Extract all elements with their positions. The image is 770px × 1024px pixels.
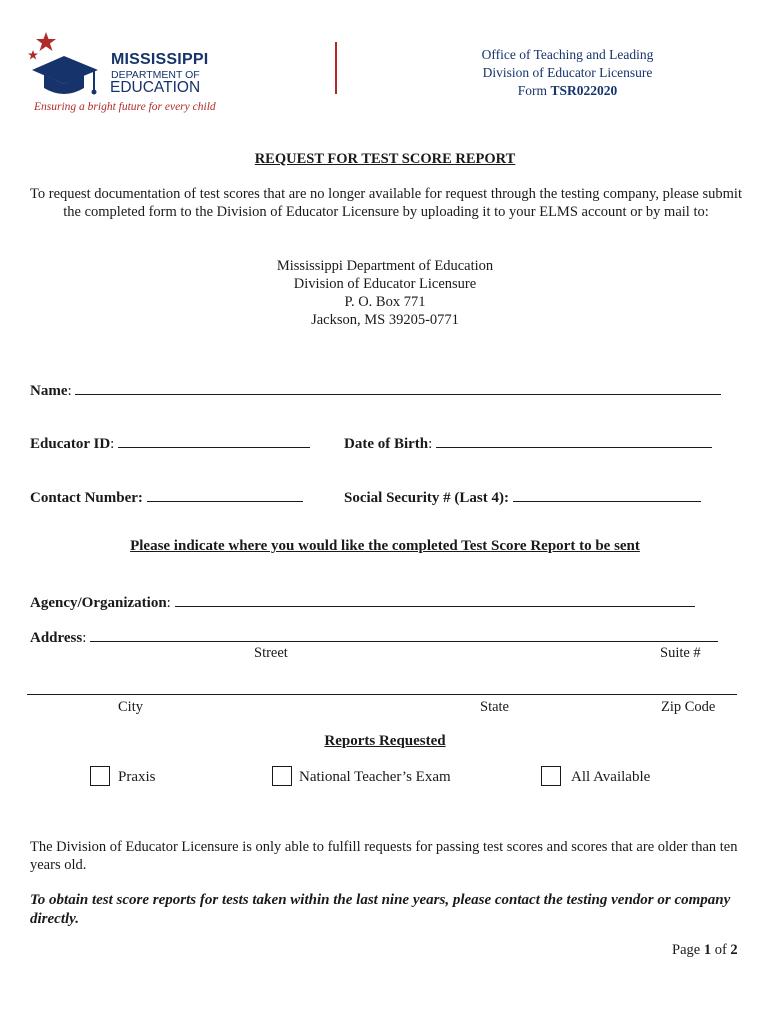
contact-field[interactable] (147, 487, 303, 502)
dob-field[interactable] (436, 433, 712, 448)
dob-label: Date of Birth (344, 436, 429, 452)
send-to-heading: Please indicate where you would like the completed Test Score Report to be sent (130, 538, 640, 554)
name-field[interactable] (75, 380, 721, 395)
small-star-icon (28, 50, 38, 60)
logo-title: MISSISSIPPI (111, 51, 209, 68)
praxis-label: Praxis (118, 769, 156, 785)
address-label: Address (30, 630, 83, 646)
office-line-1: Office of Teaching and Leading (481, 47, 654, 62)
all-available-label: All Available (571, 769, 651, 785)
vendor-contact-note: To obtain test score reports for tests taken within the last nine years, please contact the testing vendor or company directly. (30, 892, 731, 927)
mde-logo-mark (26, 30, 106, 102)
mailing-address (0, 257, 770, 329)
nte-label: National Teacher’s Exam (299, 769, 451, 785)
document-title: REQUEST FOR TEST SCORE REPORT (254, 151, 516, 167)
dob-row: Date of Birth: (344, 433, 712, 453)
form-code: TSR022020 (550, 83, 618, 98)
educator-id-label: Educator ID (30, 436, 111, 452)
form-code-line (440, 82, 695, 100)
city-state-zip-field[interactable] (27, 694, 737, 695)
praxis-checkbox[interactable] (90, 766, 110, 786)
city-caption: City (118, 699, 143, 715)
all-available-checkbox[interactable] (541, 766, 561, 786)
suite-caption: Suite # (660, 645, 701, 661)
ssn-label: Social Security # (Last 4): (344, 490, 509, 506)
zip-caption: Zip Code (661, 699, 716, 715)
form-prefix: Form (517, 83, 548, 98)
street-caption: Street (254, 645, 288, 661)
page-total: 2 (730, 942, 738, 958)
office-block (440, 46, 695, 100)
contact-label: Contact Number: (30, 490, 143, 506)
address-line: Jackson, MS 39205-0771 (311, 312, 459, 328)
ssn-field[interactable] (513, 487, 701, 502)
red-star-icon (36, 32, 56, 51)
page-of: of (714, 942, 727, 958)
ssn-row (344, 487, 701, 507)
name-label: Name (30, 383, 68, 399)
agency-row: Agency/Organization: (30, 592, 695, 612)
agency-label: Agency/Organization (30, 595, 167, 611)
nte-checkbox[interactable] (272, 766, 292, 786)
contact-row (30, 487, 303, 507)
address-line: Division of Educator Licensure (293, 276, 477, 292)
page-current: 1 (703, 942, 712, 958)
graduation-cap-icon (32, 56, 98, 84)
logo-tagline: Ensuring a bright future for every child (34, 101, 216, 113)
office-line-2: Division of Educator Licensure (482, 65, 653, 80)
intro-paragraph: To request documentation of test scores that are no longer available for request through the testing company, please submit the completed form to the Division of Educator Licensure by uploading it to your ELMS account or by mail to: (30, 186, 742, 220)
address-line: P. O. Box 771 (344, 294, 426, 310)
logo-department: DEPARTMENT OF (111, 69, 200, 81)
name-row: Name: (30, 380, 721, 400)
educator-id-row: Educator ID: (30, 433, 310, 453)
state-caption: State (480, 699, 509, 715)
educator-id-field[interactable] (118, 433, 310, 448)
logo-education: EDUCATION (110, 79, 201, 96)
agency-field[interactable] (175, 592, 695, 607)
eligibility-note: The Division of Educator Licensure is only able to fulfill requests for passing test scores and scores that are older than ten years old. (30, 839, 738, 873)
reports-heading: Reports Requested (324, 733, 446, 749)
page-number (672, 942, 738, 959)
header-divider (335, 42, 337, 94)
page-word: Page (672, 942, 701, 958)
address-street-field[interactable] (90, 627, 718, 642)
address-line: Mississippi Department of Education (276, 258, 494, 274)
address-row: Address: (30, 627, 718, 647)
